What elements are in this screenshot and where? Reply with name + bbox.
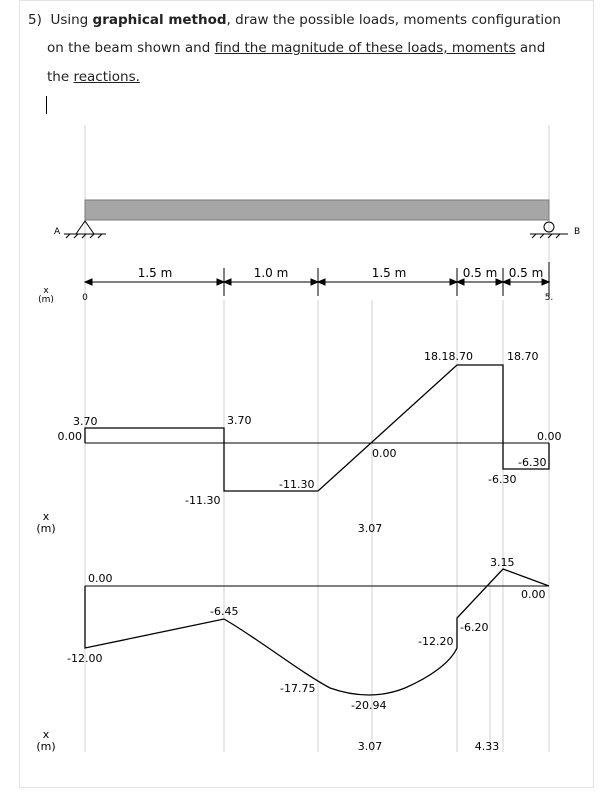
moment-x-label: x [42, 728, 50, 741]
question-number: 5) [28, 12, 42, 28]
dim-label-2: 1.0 m [253, 266, 289, 280]
shear-label: 18.18.70 [424, 350, 473, 363]
shear-label: 0.00 [537, 430, 562, 443]
moment-labels [67, 556, 546, 712]
moment-x-unit: (m) [36, 740, 56, 753]
shear-zero-x-label: 3.07 [357, 522, 383, 535]
shear-label: 18.70 [507, 350, 539, 363]
moment-label: -12.20 [418, 635, 454, 648]
moment-min-x-label: 3.07 [357, 740, 383, 753]
support-a-label: A [54, 227, 61, 237]
shear-x-unit: (m) [36, 522, 56, 535]
shear-label: -11.30 [279, 478, 315, 491]
question-text: Using [50, 12, 93, 28]
moment-label: 0.00 [521, 588, 546, 601]
question-underlined-text: reactions. [73, 69, 140, 85]
moment-label: -6.20 [460, 621, 489, 634]
question-text: the [47, 69, 74, 85]
dim-label-3: 1.5 m [371, 266, 407, 280]
shear-label: 3.70 [73, 415, 98, 428]
moment-label: -6.45 [210, 605, 239, 618]
dim-label-1: 1.5 m [137, 266, 173, 280]
shear-label: 0.00 [57, 430, 82, 443]
shear-label: 3.70 [227, 414, 252, 427]
shear-label: -6.30 [488, 473, 517, 486]
question-text: , draw the possible loads, moments configuration [226, 12, 561, 28]
question-bold-text: graphical method [92, 12, 227, 28]
x-start-label: 0 [82, 293, 88, 303]
moment-label: -20.94 [351, 699, 387, 712]
shear-label: -6.30 [518, 456, 547, 469]
dim-label-4: 0.5 m [462, 266, 498, 280]
x-axis-unit: (m) [38, 295, 54, 305]
question-underlined-text: find the magnitude of these loads, moments [214, 40, 516, 56]
beam [85, 200, 549, 220]
support-b-label: B [574, 227, 581, 237]
x-axis-label: x [43, 286, 49, 296]
x-end-label: 5. [544, 293, 554, 303]
moment-label: 3.15 [490, 556, 515, 569]
question-text: and [515, 40, 546, 56]
shear-label: -11.30 [185, 494, 221, 507]
moment-label: -12.00 [67, 652, 103, 665]
shear-x-label: x [42, 510, 50, 523]
shear-diagram-line [85, 365, 549, 491]
dim-label-5: 0.5 m [508, 266, 544, 280]
moment-label: -17.75 [280, 682, 316, 695]
moment-label: 0.00 [88, 572, 113, 585]
shear-label: 0.00 [372, 447, 397, 460]
question-text: on the beam shown and [47, 40, 215, 56]
moment-zero-x-label: 4.33 [474, 740, 500, 753]
